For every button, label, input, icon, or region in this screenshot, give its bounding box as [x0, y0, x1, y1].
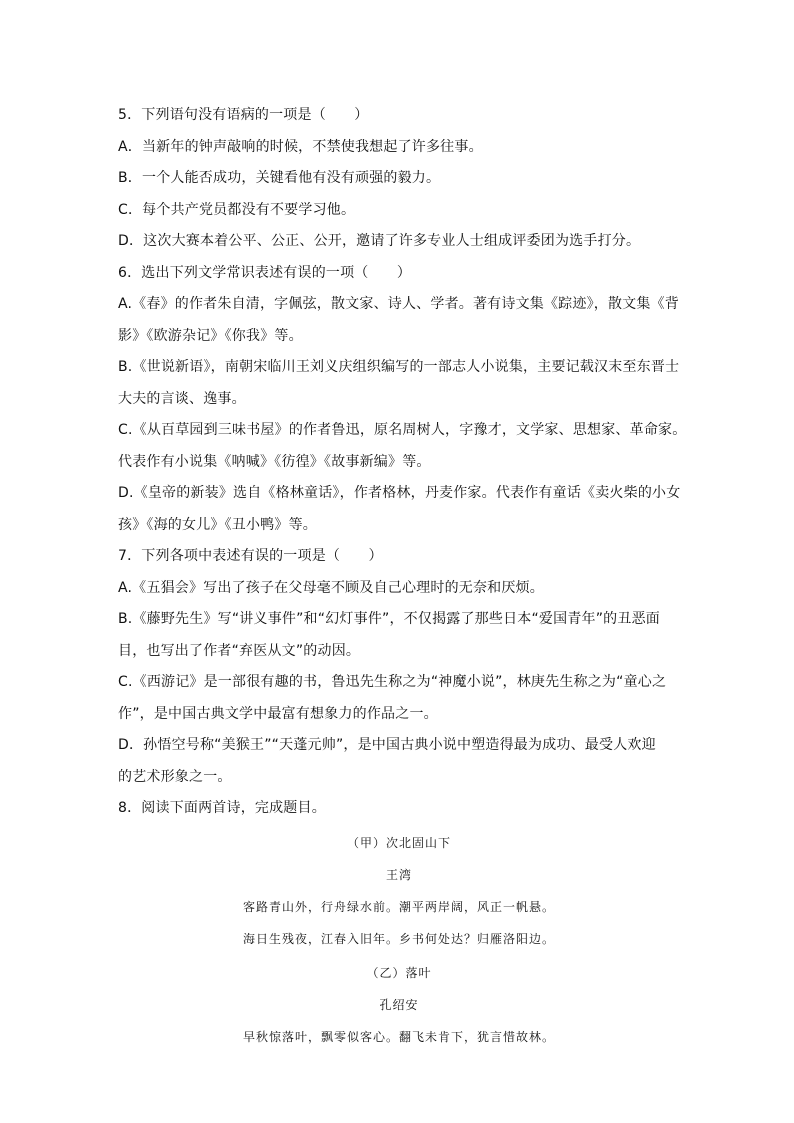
poem-jia-line-2: 海日生残夜，江春入旧年。乡书何处达？归雁洛阳边。 [242, 931, 555, 946]
question-6-option-a-line-2: 影》《欧游杂记》《你我》等。 [118, 327, 303, 344]
question-6-option-b-line-1: B.《世说新语》，南朝宋临川王刘义庆组织编写的一部志人小说集，主要记载汉末至东晋士 [118, 359, 680, 375]
question-6-option-c-line-2: 代表作有小说集《呐喊》《彷徨》《故事新编》等。 [118, 453, 431, 470]
question-5-stem: 5．下列语句没有语病的一项是（ ） [118, 107, 369, 123]
question-7-option-d-line-2: 的艺术形象之一。 [118, 768, 232, 785]
question-6-stem: 6．选出下列文学常识表述有误的一项（ ） [118, 264, 412, 281]
question-6-option-d-line-2: 孩》《海的女儿》《丑小鸭》等。 [118, 516, 317, 533]
poem-yi [118, 957, 680, 1053]
question-7-option-c-line-1: C.《西游记》是一部很有趣的书，鲁迅先生称之为“神魔小说”，林庚先生称之为“童心之 [118, 674, 667, 690]
question-5-option-a: A．当新年的钟声敲响的时候，不禁使我想起了许多往事。 [118, 138, 483, 155]
question-7-option-d-line-1: D．孙悟空号称“美猴王”“天蓬元帅”，是中国古典小说中塑造得最为成功、最受人欢迎 [118, 737, 656, 753]
question-6-option-b-line-2: 大夫的言谈、逸事。 [118, 390, 246, 407]
question-5-option-b: B．一个人能否成功，关键看他有没有顽强的毅力。 [118, 170, 441, 186]
document-page [118, 100, 687, 1053]
poem-jia-author: 王湾 [385, 867, 412, 882]
question-8-stem: 8．阅读下面两首诗，完成题目。 [118, 800, 326, 816]
poem-yi-title: （乙）落叶 [366, 965, 432, 980]
question-6-option-c-line-1: C.《从百草园到三味书屋》的作者鲁迅，原名周树人，字豫才，文学家、思想家、革命家。 [118, 422, 687, 438]
question-7-option-c-line-2: 作”，是中国古典文学中最富有想象力的作品之一。 [118, 705, 438, 722]
question-6-option-a-line-1: A.《春》的作者朱自清，字佩弦，散文家、诗人、学者。著有诗文集《踪迹》，散文集《背 [118, 296, 679, 312]
poem-jia-line-1: 客路青山外，行舟绿水前。潮平两岸阔，风正一帆悬。 [242, 899, 555, 914]
question-5-option-c: C．每个共产党员都没有不要学习他。 [118, 201, 356, 218]
question-7-stem: 7．下列各项中表述有误的一项是（ ） [118, 548, 383, 564]
poem-yi-line-1: 早秋惊落叶，飘零似客心。翻飞未肯下，犹言惜故林。 [242, 1029, 555, 1044]
question-5-option-d: D．这次大赛本着公平、公正、公开，邀请了许多专业人士组成评委团为选手打分。 [118, 233, 641, 249]
poem-jia-title: （甲）次北固山下 [346, 835, 451, 850]
question-7-option-b-line-2: 目，也写出了作者“弃医从文”的动因。 [118, 642, 361, 659]
question-6-option-d-line-1: D.《皇帝的新装》选自《格林童话》，作者格林，丹麦作家。代表作有童话《卖火柴的小女 [118, 485, 681, 501]
question-7-option-a: A.《五猖会》写出了孩子在父母毫不顾及自己心理时的无奈和厌烦。 [118, 579, 544, 596]
poem-jia [118, 827, 680, 955]
poem-yi-author: 孔绍安 [379, 997, 419, 1012]
question-7-option-b-line-1: B.《藤野先生》写“讲义事件”和“幻灯事件”，不仅揭露了那些日本“爱国青年”的丑恶面 [118, 611, 660, 627]
